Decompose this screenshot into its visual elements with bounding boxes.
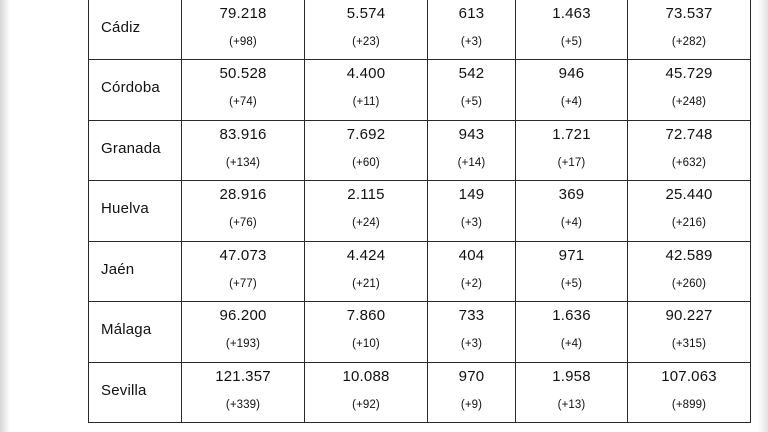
cell-delta: (+4) — [560, 338, 583, 350]
cell-delta: (+21) — [352, 277, 380, 290]
data-cell-col-1 — [182, 120, 305, 181]
data-cell-col-1 — [182, 362, 305, 423]
cell-delta: (+17) — [557, 156, 586, 169]
cell-delta: (+632) — [671, 156, 707, 169]
cell-value: 90.227 — [665, 307, 713, 324]
province-name: Sevilla — [101, 381, 147, 399]
cell-delta: (+3) — [460, 35, 483, 48]
cell-delta: (+282) — [671, 35, 707, 48]
cell-delta: (+76) — [229, 217, 257, 229]
province-cell — [89, 0, 182, 60]
cell-value: 121.357 — [215, 367, 271, 385]
province-cell — [89, 181, 182, 242]
cell-delta: (+2) — [460, 277, 483, 290]
data-cell-col-1 — [182, 60, 305, 121]
cell-value: 733 — [458, 307, 485, 324]
cell-value: 79.218 — [219, 4, 267, 22]
data-cell-col-4 — [516, 181, 628, 242]
table-body — [89, 0, 751, 423]
cell-value: 946 — [558, 65, 585, 82]
data-cell-col-3 — [428, 362, 516, 423]
cell-delta: (+11) — [352, 96, 380, 108]
data-cell-col-5 — [628, 120, 751, 181]
cell-value: 83.916 — [219, 125, 267, 143]
province-data-table — [88, 0, 751, 423]
cell-delta: (+248) — [671, 96, 707, 108]
cell-value: 404 — [458, 246, 485, 264]
data-cell-col-3 — [428, 0, 516, 60]
cell-value: 47.073 — [219, 246, 267, 264]
cell-value: 1.463 — [552, 4, 591, 22]
cell-value: 369 — [558, 186, 585, 203]
data-cell-col-4 — [516, 60, 628, 121]
data-cell-col-4 — [516, 241, 628, 302]
cell-value: 1.958 — [552, 367, 591, 385]
data-cell-col-2 — [305, 60, 428, 121]
cell-delta: (+92) — [352, 398, 380, 411]
cell-delta: (+899) — [671, 398, 707, 411]
cell-delta: (+3) — [460, 217, 483, 229]
province-cell — [89, 362, 182, 423]
cell-delta: (+339) — [225, 398, 261, 411]
province-cell — [89, 241, 182, 302]
data-cell-col-2 — [305, 120, 428, 181]
data-cell-col-2 — [305, 181, 428, 242]
data-cell-col-5 — [628, 241, 751, 302]
table-row — [89, 60, 751, 121]
data-cell-col-5 — [628, 362, 751, 423]
cell-delta: (+98) — [229, 35, 257, 48]
table-row — [89, 181, 751, 242]
cell-value: 45.729 — [665, 65, 713, 82]
cell-value: 73.537 — [665, 4, 713, 22]
data-cell-col-5 — [628, 60, 751, 121]
cell-value: 943 — [458, 125, 485, 143]
cell-delta: (+134) — [225, 156, 261, 169]
data-cell-col-4 — [516, 362, 628, 423]
table-row — [89, 241, 751, 302]
data-cell-col-1 — [182, 181, 305, 242]
data-cell-col-3 — [428, 181, 516, 242]
cell-value: 2.115 — [347, 186, 385, 203]
province-name: Jaén — [101, 260, 135, 278]
province-name: Córdoba — [101, 79, 160, 96]
cell-delta: (+3) — [460, 338, 483, 350]
data-cell-col-2 — [305, 0, 428, 60]
data-cell-col-3 — [428, 302, 516, 363]
province-name: Málaga — [101, 321, 152, 338]
cell-delta: (+13) — [557, 398, 586, 411]
cell-value: 5.574 — [346, 4, 386, 22]
data-cell-col-4 — [516, 120, 628, 181]
page-edge-right — [758, 0, 768, 432]
cell-value: 7.692 — [346, 125, 386, 143]
cell-value: 1.721 — [552, 125, 591, 143]
table-row — [89, 302, 751, 363]
cell-delta: (+5) — [560, 277, 583, 290]
province-name: Cádiz — [101, 18, 141, 36]
cell-value: 4.400 — [346, 65, 386, 82]
cell-delta: (+10) — [352, 338, 380, 350]
cell-delta: (+77) — [229, 277, 257, 290]
cell-value: 149 — [458, 186, 485, 203]
province-name: Granada — [101, 139, 161, 157]
cell-delta: (+9) — [460, 398, 483, 411]
cell-value: 50.528 — [219, 65, 267, 82]
table-row — [89, 0, 751, 60]
cell-value: 542 — [458, 65, 485, 82]
data-cell-col-4 — [516, 0, 628, 60]
cell-delta: (+14) — [457, 156, 486, 169]
table-row — [89, 362, 751, 423]
cell-value: 613 — [458, 4, 485, 22]
data-cell-col-1 — [182, 241, 305, 302]
cell-value: 96.200 — [219, 307, 267, 324]
cell-delta: (+23) — [352, 35, 380, 48]
cell-delta: (+74) — [229, 96, 257, 108]
data-cell-col-2 — [305, 302, 428, 363]
province-name: Huelva — [101, 200, 149, 217]
cell-delta: (+5) — [560, 35, 583, 48]
table-row — [89, 120, 751, 181]
cell-value: 25.440 — [665, 186, 713, 203]
data-cell-col-5 — [628, 0, 751, 60]
data-cell-col-4 — [516, 302, 628, 363]
cell-value: 971 — [558, 246, 585, 264]
cell-delta: (+193) — [225, 338, 261, 350]
cell-delta: (+315) — [671, 338, 707, 350]
cell-value: 4.424 — [346, 246, 386, 264]
data-cell-col-2 — [305, 362, 428, 423]
cell-value: 970 — [458, 367, 485, 385]
cell-delta: (+4) — [560, 217, 583, 229]
cell-value: 72.748 — [665, 125, 713, 143]
cell-delta: (+24) — [352, 217, 380, 229]
cell-value: 107.063 — [661, 367, 717, 385]
cell-value: 1.636 — [552, 307, 591, 324]
cell-value: 42.589 — [665, 246, 713, 264]
cell-value: 7.860 — [346, 307, 386, 324]
data-cell-col-5 — [628, 302, 751, 363]
data-cell-col-3 — [428, 241, 516, 302]
data-cell-col-1 — [182, 0, 305, 60]
province-cell — [89, 120, 182, 181]
cell-delta: (+260) — [671, 277, 707, 290]
cell-delta: (+216) — [671, 217, 707, 229]
page-edge-left — [0, 0, 10, 432]
cell-delta: (+5) — [460, 96, 483, 108]
data-cell-col-5 — [628, 181, 751, 242]
cell-value: 28.916 — [219, 186, 267, 203]
cell-delta: (+4) — [560, 96, 583, 108]
data-cell-col-1 — [182, 302, 305, 363]
province-cell — [89, 60, 182, 121]
province-cell — [89, 302, 182, 363]
data-cell-col-2 — [305, 241, 428, 302]
cell-delta: (+60) — [352, 156, 380, 169]
cell-value: 10.088 — [342, 367, 390, 385]
data-cell-col-3 — [428, 60, 516, 121]
data-cell-col-3 — [428, 120, 516, 181]
